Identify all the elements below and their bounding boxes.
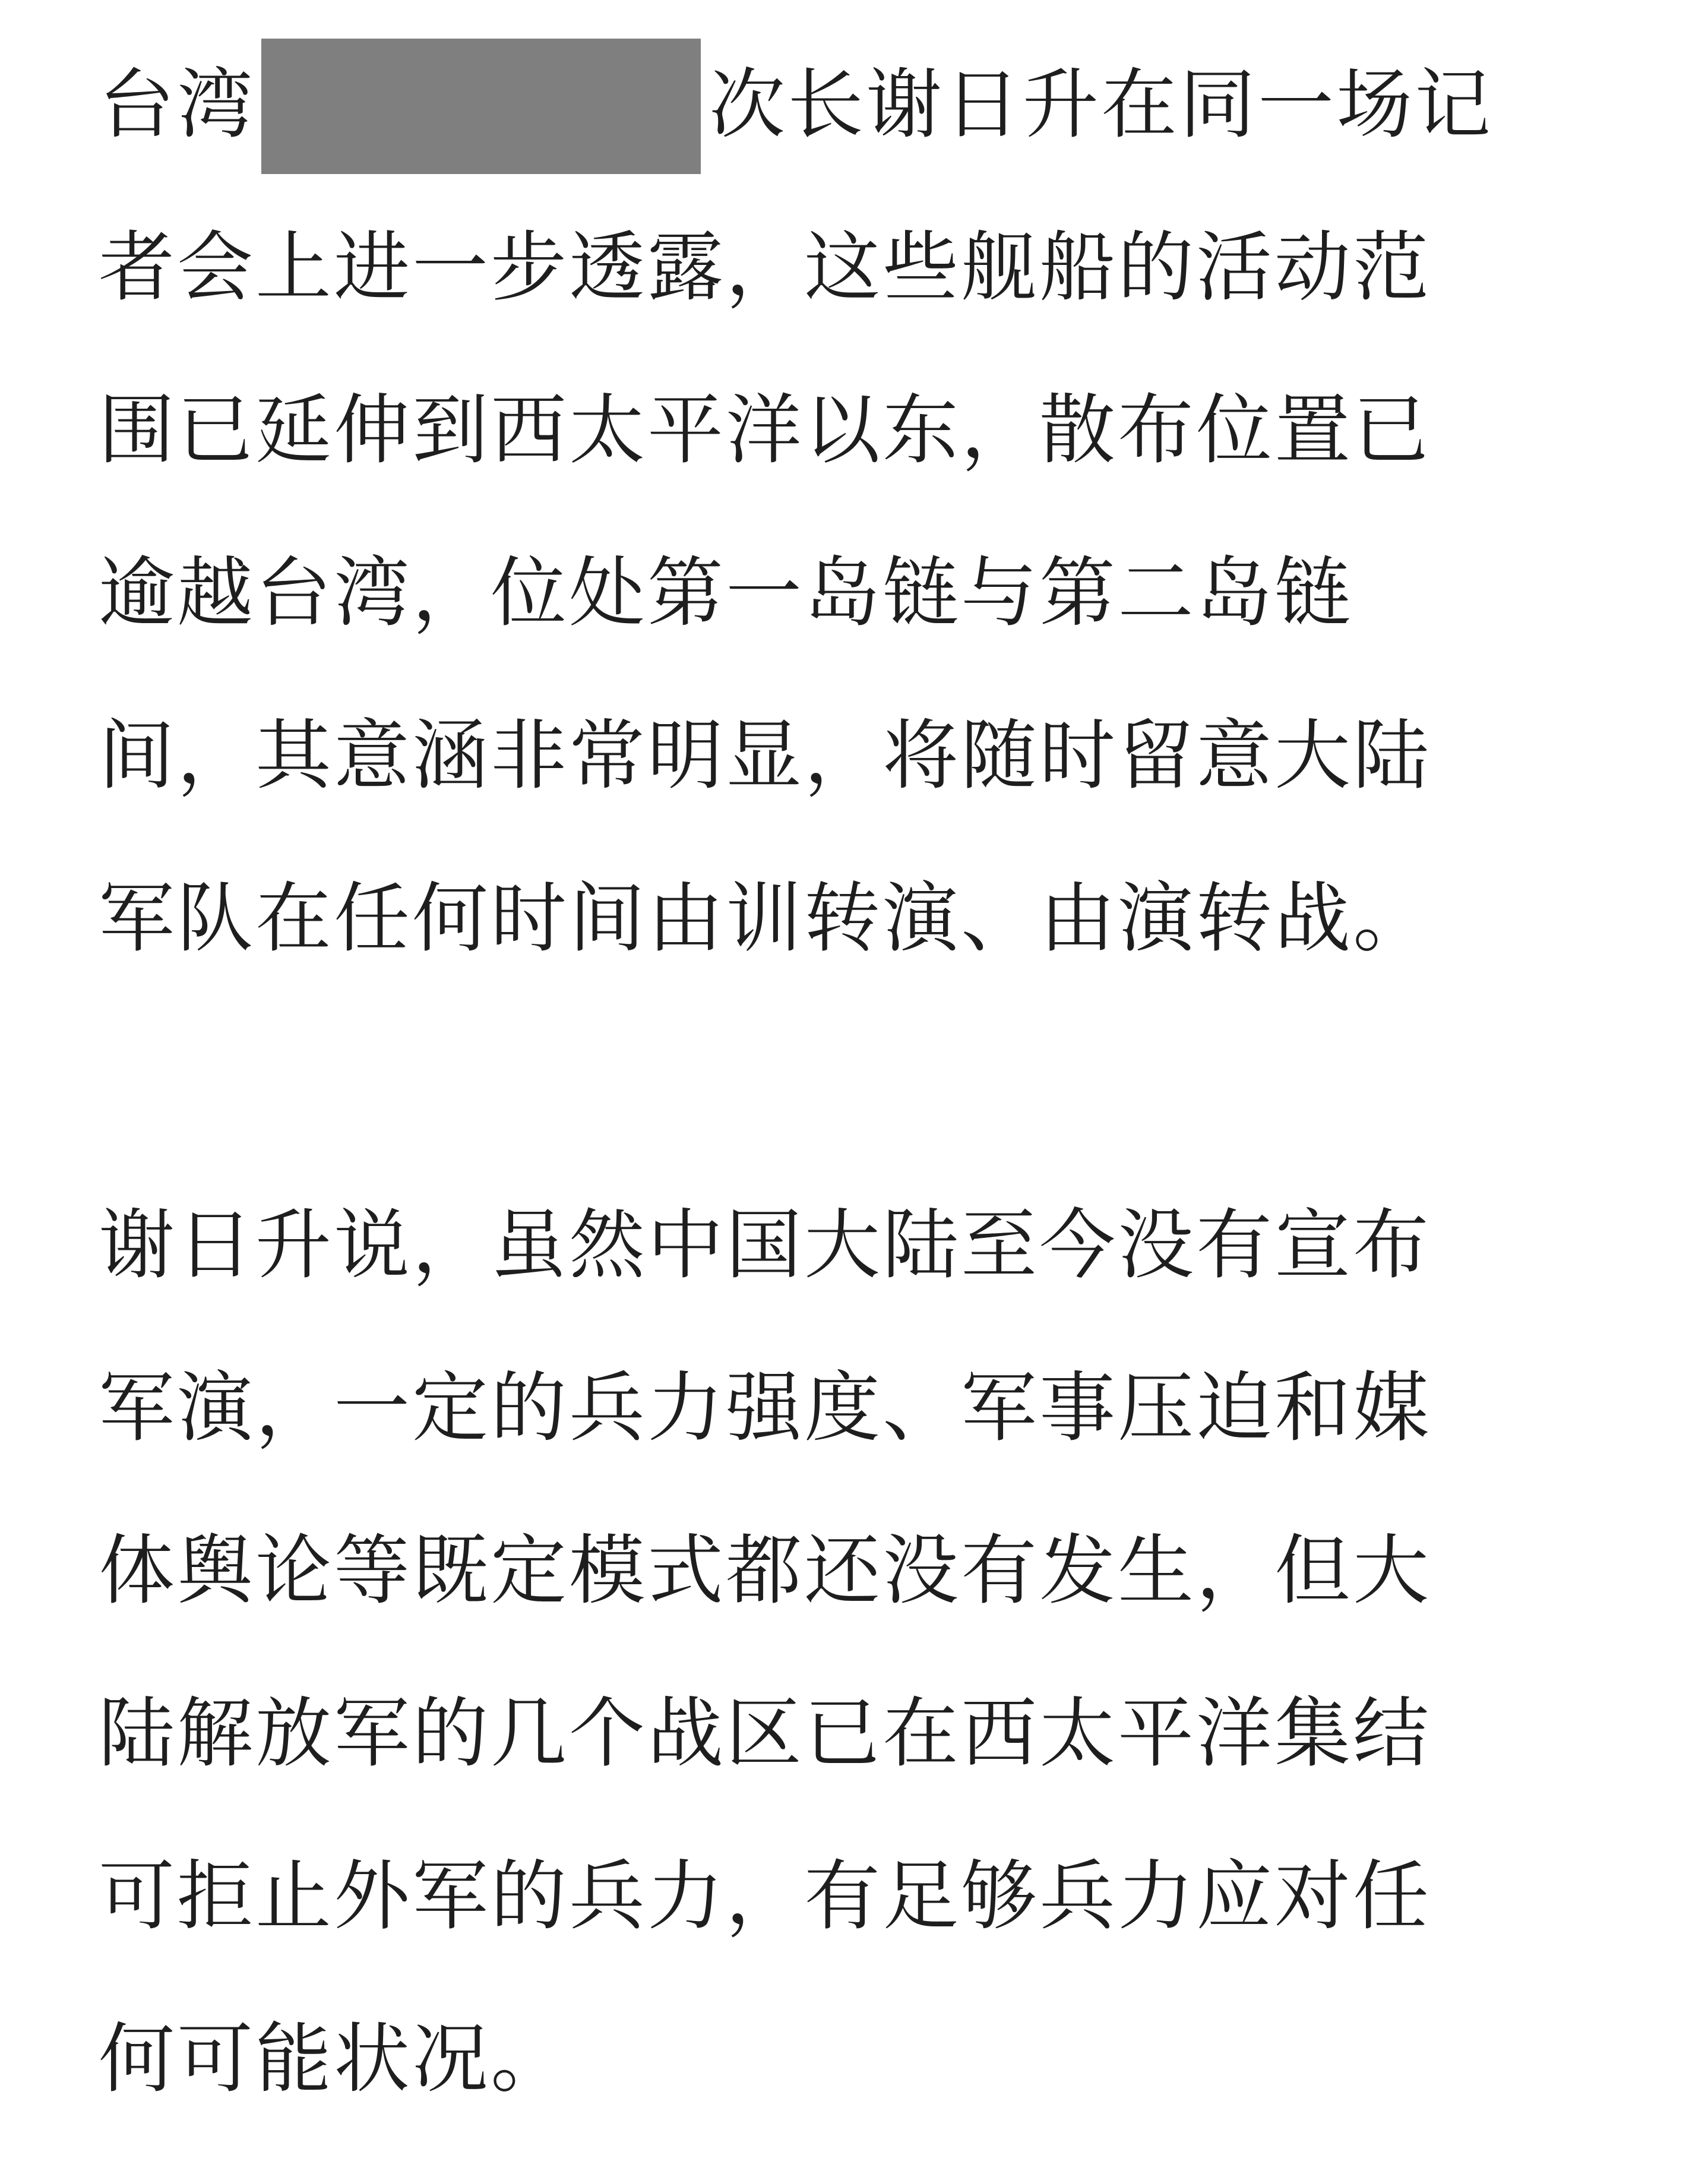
- text-segment: 次长谢日升在同一场记: [709, 61, 1494, 149]
- text-line: 体舆论等既定模式都还没有发生，但大: [99, 1527, 1432, 1615]
- paragraph-1: [99, 24, 1619, 1000]
- article-body: [99, 24, 1619, 2141]
- text-segment: 台湾: [99, 61, 256, 149]
- text-line: 陆解放军的几个战区已在西太平洋集结: [99, 1689, 1432, 1778]
- text-line: 谢日升说，虽然中国大陆至今没有宣布: [99, 1201, 1432, 1290]
- paragraph-2: [99, 1164, 1619, 2141]
- text-line: 何可能状况。: [99, 2015, 570, 2103]
- redaction-block: [261, 39, 701, 174]
- text-line: 可拒止外军的兵力，有足够兵力应对任: [99, 1852, 1432, 1941]
- paragraph-spacer: [99, 1000, 1619, 1164]
- text-line: 围已延伸到西太平洋以东，散布位置已: [99, 386, 1432, 475]
- text-line: 军队在任何时间由训转演、由演转战。: [99, 874, 1432, 963]
- text-line: [99, 24, 1619, 187]
- text-line: 军演，一定的兵力强度、军事压迫和媒: [99, 1364, 1432, 1452]
- text-line: 逾越台湾，位处第一岛链与第二岛链: [99, 549, 1353, 637]
- text-line: 者会上进一步透露，这些舰船的活动范: [99, 223, 1432, 312]
- text-line: 间，其意涵非常明显，将随时留意大陆: [99, 712, 1432, 800]
